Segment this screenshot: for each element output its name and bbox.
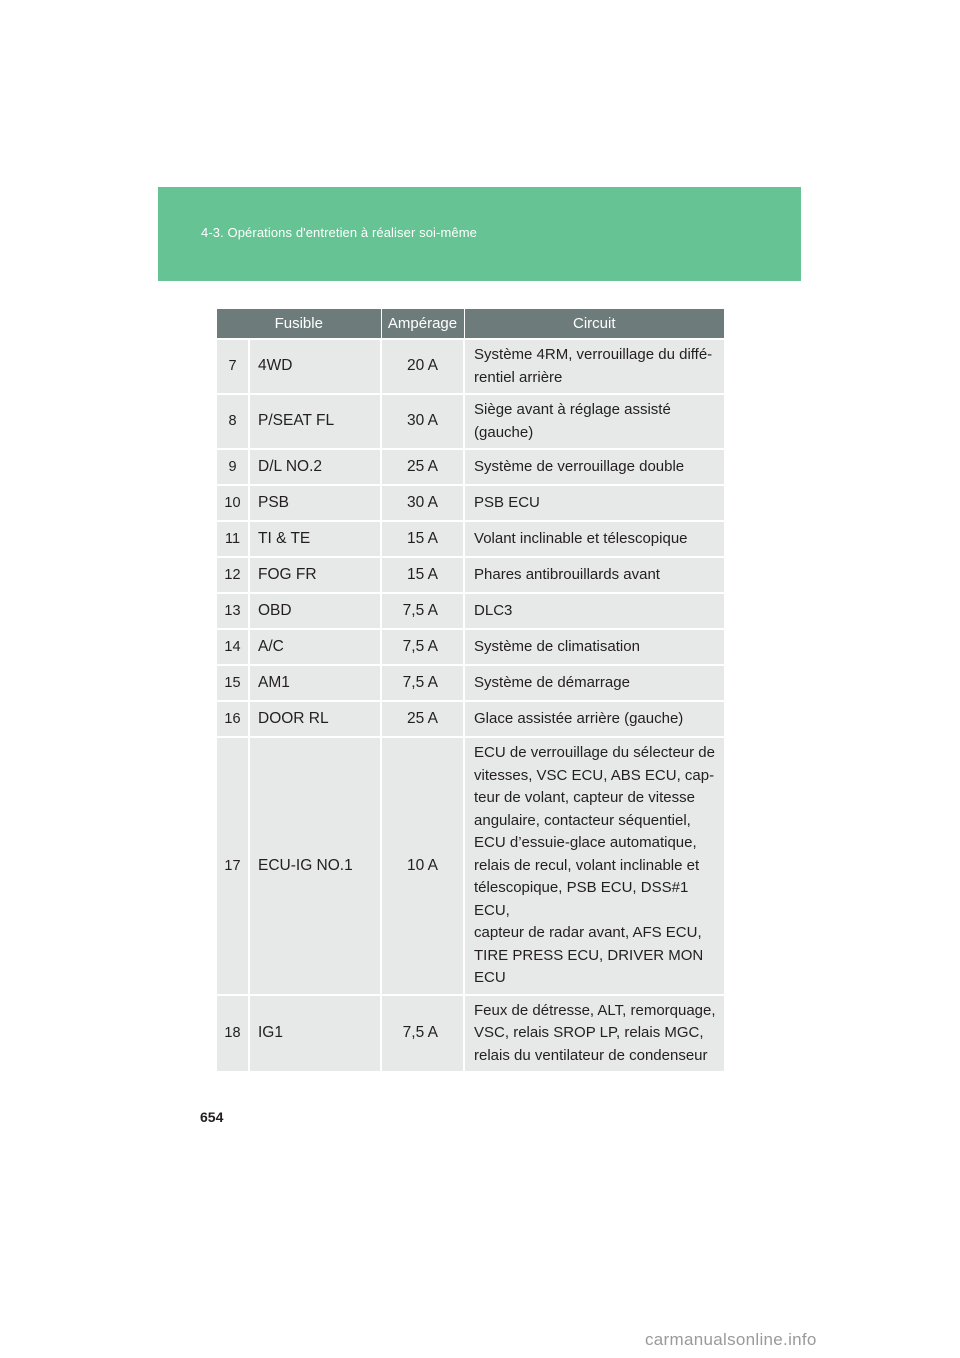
fuse-name-cell: 4WD	[249, 339, 381, 394]
fuse-name-cell: TI & TE	[249, 521, 381, 557]
amperage-cell: 7,5 A	[381, 995, 464, 1073]
fuse-number-cell: 17	[217, 737, 249, 995]
amperage-cell: 15 A	[381, 521, 464, 557]
table-row	[217, 521, 724, 557]
fuse-number-cell: 12	[217, 557, 249, 593]
circuit-cell: Système de démarrage	[464, 665, 724, 701]
fuse-number-cell: 9	[217, 449, 249, 485]
table-row	[217, 701, 724, 737]
column-header-fuse: Fusible	[217, 309, 381, 339]
table-row	[217, 394, 724, 449]
table-row	[217, 737, 724, 995]
fuse-table	[217, 309, 724, 1073]
circuit-cell: Système de climatisation	[464, 629, 724, 665]
section-title: 4-3. Opérations d'entretien à réaliser soi-même	[201, 225, 477, 240]
page-number: 654	[200, 1109, 224, 1125]
fuse-name-cell: A/C	[249, 629, 381, 665]
fuse-number-cell: 8	[217, 394, 249, 449]
fuse-name-cell: P/SEAT FL	[249, 394, 381, 449]
fuse-number-cell: 18	[217, 995, 249, 1073]
column-header-amperage: Ampérage	[381, 309, 464, 339]
amperage-cell: 7,5 A	[381, 665, 464, 701]
section-header-band	[158, 187, 801, 281]
fuse-name-cell: PSB	[249, 485, 381, 521]
circuit-cell: Système de verrouillage double	[464, 449, 724, 485]
table-row	[217, 449, 724, 485]
column-header-circuit: Circuit	[464, 309, 724, 339]
watermark-text: carmanualsonline.info	[645, 1330, 817, 1349]
amperage-cell: 30 A	[381, 485, 464, 521]
fuse-name-cell: FOG FR	[249, 557, 381, 593]
table-row	[217, 629, 724, 665]
table-row	[217, 665, 724, 701]
table-row	[217, 995, 724, 1073]
fuse-name-cell: D/L NO.2	[249, 449, 381, 485]
fuse-number-cell: 7	[217, 339, 249, 394]
circuit-cell: Feux de détresse, ALT, remorquage, VSC, relais SROP LP, relais MGC, relais du ventilateur de condenseur	[464, 995, 724, 1073]
fuse-name-cell: OBD	[249, 593, 381, 629]
table-row	[217, 485, 724, 521]
circuit-cell: DLC3	[464, 593, 724, 629]
fuse-number-cell: 11	[217, 521, 249, 557]
table-header-row	[217, 309, 724, 339]
amperage-cell: 7,5 A	[381, 629, 464, 665]
circuit-cell: PSB ECU	[464, 485, 724, 521]
fuse-number-cell: 15	[217, 665, 249, 701]
amperage-cell: 15 A	[381, 557, 464, 593]
fuse-number-cell: 10	[217, 485, 249, 521]
fuse-name-cell: ECU-IG NO.1	[249, 737, 381, 995]
amperage-cell: 7,5 A	[381, 593, 464, 629]
fuse-number-cell: 16	[217, 701, 249, 737]
fuse-name-cell: IG1	[249, 995, 381, 1073]
table-row	[217, 593, 724, 629]
fuse-name-cell: DOOR RL	[249, 701, 381, 737]
circuit-cell: Glace assistée arrière (gauche)	[464, 701, 724, 737]
circuit-cell: ECU de verrouillage du sélecteur de vitesses, VSC ECU, ABS ECU, cap- teur de volant, capteur de vitesse angulaire, contacteur séquentiel, ECU d’essuie-glace automatique, relais de recul, volant inclinable et télescopique, PSB ECU, DSS#1 ECU, capteur de radar avant, AFS ECU, TIRE PRESS ECU, DRIVER MON ECU	[464, 737, 724, 995]
fuse-table-body	[217, 339, 724, 1072]
amperage-cell: 25 A	[381, 701, 464, 737]
circuit-cell: Siège avant à réglage assisté (gauche)	[464, 394, 724, 449]
circuit-cell: Système 4RM, verrouillage du diffé- rentiel arrière	[464, 339, 724, 394]
amperage-cell: 30 A	[381, 394, 464, 449]
fuse-number-cell: 14	[217, 629, 249, 665]
amperage-cell: 10 A	[381, 737, 464, 995]
fuse-name-cell: AM1	[249, 665, 381, 701]
circuit-cell: Phares antibrouillards avant	[464, 557, 724, 593]
amperage-cell: 20 A	[381, 339, 464, 394]
amperage-cell: 25 A	[381, 449, 464, 485]
table-row	[217, 557, 724, 593]
fuse-number-cell: 13	[217, 593, 249, 629]
table-row	[217, 339, 724, 394]
circuit-cell: Volant inclinable et télescopique	[464, 521, 724, 557]
